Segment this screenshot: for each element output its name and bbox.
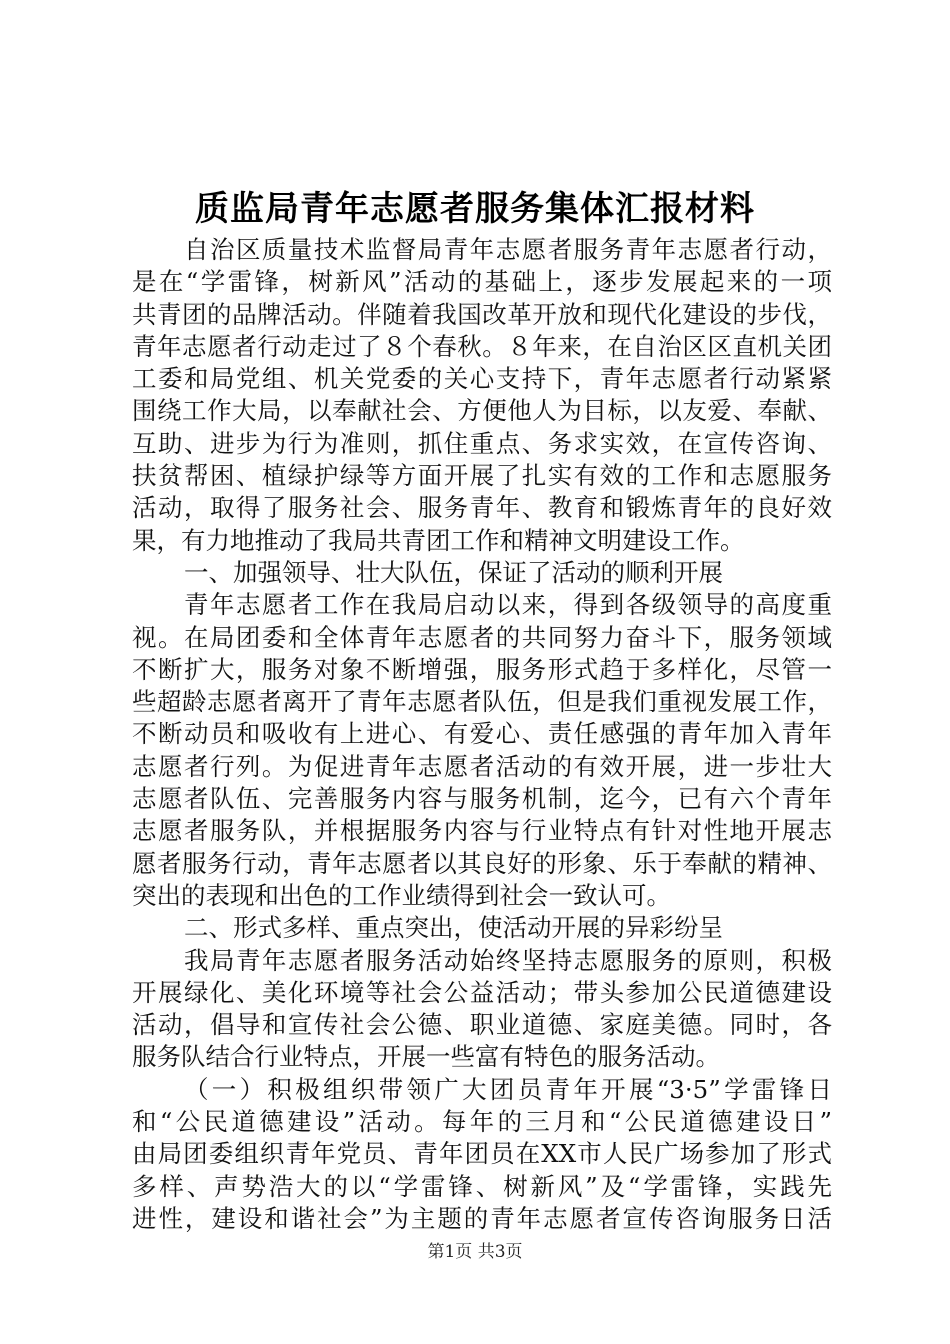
text-line: 自治区质量技术监督局青年志愿者服务青年志愿者行动， [184, 235, 832, 264]
text-line: 由局团委组织青年党员、青年团员在XX市人民广场参加了形式 [132, 1139, 832, 1169]
text-line: 志愿者服务队，并根据服务内容与行业特点有针对性地开展志 [132, 816, 832, 846]
text-line: 是在“学雷锋，树新风”活动的基础上，逐步发展起来的一项 [132, 267, 832, 297]
text-line: 二、形式多样、重点突出，使活动开展的异彩纷呈 [184, 913, 723, 943]
document-body [132, 234, 832, 1235]
text-line: 愿者服务行动，青年志愿者以其良好的形象、乐于奉献的精神、 [132, 848, 832, 878]
text-line: （一）积极组织带领广大团员青年开展“3·5”学雷锋日 [184, 1074, 832, 1104]
text-line: 围绕工作大局，以奉献社会、方便他人为目标，以友爱、奉献、 [132, 396, 832, 426]
text-line: 多样、声势浩大的以“学雷锋、树新风”及“学雷锋，实践先 [132, 1171, 832, 1201]
text-line: 扶贫帮困、植绿护绿等方面开展了扎实有效的工作和志愿服务 [132, 461, 832, 491]
page-footer: 第1页 共3页 [427, 1242, 523, 1262]
text-line: 些超龄志愿者离开了青年志愿者队伍，但是我们重视发展工作， [132, 687, 832, 717]
text-line: 进性，建设和谐社会”为主题的青年志愿者宣传咨询服务日活 [132, 1203, 832, 1233]
text-line: 突出的表现和出色的工作业绩得到社会一致认可。 [132, 880, 671, 910]
text-line: 开展绿化、美化环境等社会公益活动；带头参加公民道德建设 [132, 977, 832, 1007]
text-line: 服务队结合行业特点，开展一些富有特色的服务活动。 [132, 1042, 720, 1072]
text-line: 一、加强领导、壮大队伍，保证了活动的顺利开展 [184, 557, 723, 587]
text-line: 活动，倡导和宣传社会公德、职业道德、家庭美德。同时，各 [132, 1010, 832, 1040]
text-line: 活动，取得了服务社会、服务青年、教育和锻炼青年的良好效 [132, 493, 832, 523]
text-line: 不断扩大，服务对象不断增强，服务形式趋于多样化，尽管一 [132, 654, 832, 684]
text-line: 和“公民道德建设”活动。每年的三月和“公民道德建设日” [132, 1107, 832, 1137]
text-line: 青年志愿者行动走过了８个春秋。８年来，在自治区区直机关团 [132, 331, 832, 361]
text-line: 视。在局团委和全体青年志愿者的共同努力奋斗下，服务领域 [132, 622, 832, 652]
text-line: 志愿者行列。为促进青年志愿者活动的有效开展，进一步壮大 [132, 751, 832, 781]
text-line: 互助、进步为行为准则，抓住重点、务求实效，在宣传咨询、 [132, 428, 832, 458]
text-line: 不断动员和吸收有上进心、有爱心、责任感强的青年加入青年 [132, 719, 832, 749]
text-line: 志愿者队伍、完善服务内容与服务机制，迄今，已有六个青年 [132, 784, 832, 814]
text-line: 工委和局党组、机关党委的关心支持下，青年志愿者行动紧紧 [132, 364, 832, 394]
text-line: 果，有力地推动了我局共青团工作和精神文明建设工作。 [132, 525, 745, 555]
text-line: 青年志愿者工作在我局启动以来，得到各级领导的高度重 [184, 590, 832, 620]
text-line: 我局青年志愿者服务活动始终坚持志愿服务的原则，积极 [184, 945, 832, 975]
document-title: 质监局青年志愿者服务集体汇报材料 [195, 189, 755, 229]
text-line: 共青团的品牌活动。伴随着我国改革开放和现代化建设的步伐， [132, 299, 832, 329]
